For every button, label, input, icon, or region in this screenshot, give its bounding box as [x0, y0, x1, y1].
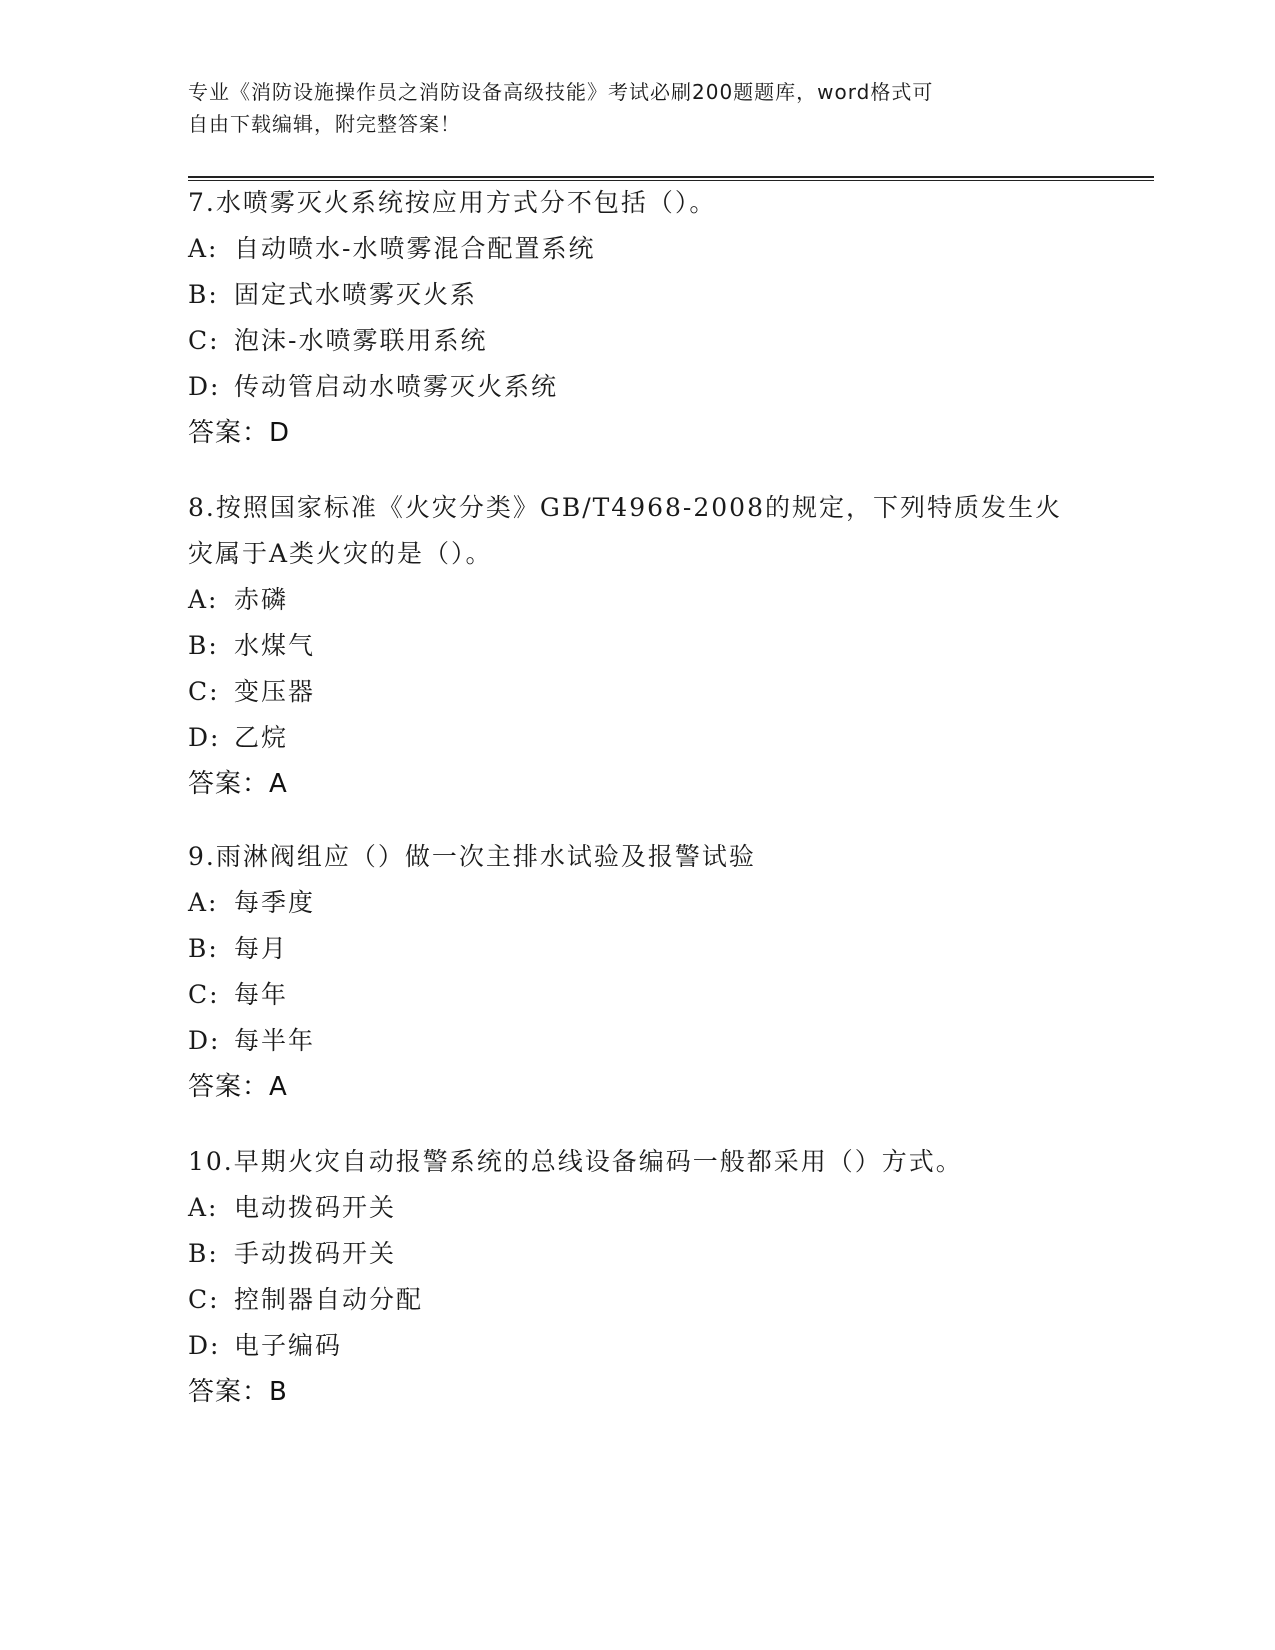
- question-text: 9.雨淋阀组应（）做一次主排水试验及报警试验: [188, 842, 756, 871]
- option-b: B: 手动拨码开关: [188, 1239, 397, 1268]
- option-c: C: 变压器: [188, 677, 316, 706]
- answer: 答案：D: [188, 418, 290, 448]
- question-text: 10.早期火灾自动报警系统的总线设备编码一般都采用（）方式。: [188, 1147, 963, 1176]
- option-a: A: 赤磷: [188, 585, 289, 614]
- question-10: [188, 1139, 1088, 1415]
- option-d: D: 电子编码: [188, 1331, 343, 1360]
- answer: 答案：B: [188, 1377, 287, 1407]
- header-line-2: 自由下载编辑，附完整答案！: [188, 112, 461, 136]
- option-a: A: 每季度: [188, 888, 316, 917]
- question-8: [188, 485, 1088, 807]
- document-header: [188, 76, 1088, 140]
- answer: 答案：A: [188, 1072, 287, 1102]
- option-d: D: 乙烷: [188, 723, 289, 752]
- header-line-1: 专业《消防设施操作员之消防设备高级技能》考试必刷200题题库，word格式可: [188, 80, 934, 104]
- option-a: A: 电动拨码开关: [188, 1193, 397, 1222]
- answer: 答案：A: [188, 769, 287, 799]
- option-b: B: 水煤气: [188, 631, 316, 660]
- option-d: D: 传动管启动水喷雾灭火系统: [188, 372, 559, 401]
- option-c: C: 控制器自动分配: [188, 1285, 424, 1314]
- question-text: 7.水喷雾灭火系统按应用方式分不包括（）。: [188, 188, 717, 217]
- option-d: D: 每半年: [188, 1026, 316, 1055]
- option-b: B: 每月: [188, 934, 289, 963]
- option-c: C: 泡沫-水喷雾联用系统: [188, 326, 488, 355]
- question-text-line-2: 灾属于A类火灾的是（）。: [188, 539, 493, 568]
- option-b: B: 固定式水喷雾灭火系: [188, 280, 478, 309]
- question-7: [188, 180, 1088, 456]
- question-text-line-1: 8.按照国家标准《火灾分类》GB/T4968-2008的规定，下列特质发生火: [188, 493, 1062, 522]
- option-c: C: 每年: [188, 980, 289, 1009]
- option-a: A: 自动喷水-水喷雾混合配置系统: [188, 234, 596, 263]
- question-9: [188, 834, 1088, 1110]
